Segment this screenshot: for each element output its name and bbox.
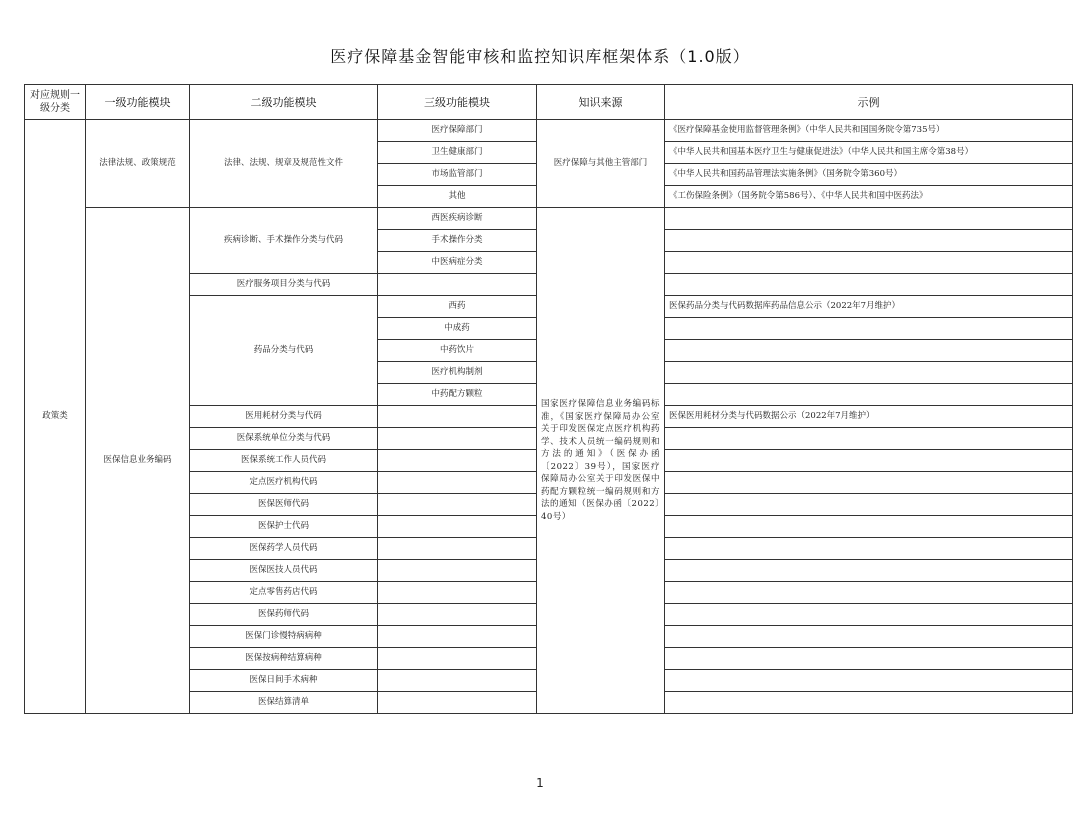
- level1-cell: 法律法规、政策规范: [86, 120, 190, 208]
- header-category: 对应规则一级分类: [25, 85, 86, 120]
- header-level3: 三级功能模块: [378, 85, 537, 120]
- category-cell: 政策类: [25, 120, 86, 714]
- level2-cell: 医保护士代码: [190, 516, 378, 538]
- level1-cell: 医保信息业务编码: [86, 208, 190, 714]
- level3-cell: [378, 494, 537, 516]
- level3-cell: [378, 516, 537, 538]
- example-cell: [665, 340, 1073, 362]
- example-cell: [665, 648, 1073, 670]
- page-number: 1: [536, 776, 544, 790]
- level3-cell: [378, 604, 537, 626]
- example-cell: [665, 384, 1073, 406]
- source-cell: 国家医疗保障信息业务编码标准，《国家医疗保障局办公室关于印发医保定点医疗机构药学、技术人员统一编码规则和方法的通知》（医保办函〔2022〕39号），国家医疗保障局办公室关于印发医保中药配方颗粒统一编码规则和方法的通知（医保办函〔2022〕40号）: [537, 208, 665, 714]
- example-cell: [665, 560, 1073, 582]
- level3-cell: [378, 538, 537, 560]
- level3-cell: 卫生健康部门: [378, 142, 537, 164]
- level3-cell: [378, 560, 537, 582]
- level3-cell: [378, 670, 537, 692]
- level3-cell: [378, 626, 537, 648]
- example-cell: [665, 274, 1073, 296]
- level2-cell: 医用耗材分类与代码: [190, 406, 378, 428]
- example-cell: [665, 472, 1073, 494]
- table-row: [25, 208, 1073, 230]
- page-title: 医疗保障基金智能审核和监控知识库框架体系（1.0版）: [330, 47, 750, 66]
- level2-cell: 医保日间手术病种: [190, 670, 378, 692]
- example-cell: [665, 582, 1073, 604]
- example-cell: 《中华人民共和国药品管理法实施条例》（国务院令第360号）: [665, 164, 1073, 186]
- level2-cell: 疾病诊断、手术操作分类与代码: [190, 208, 378, 274]
- level2-cell: 医疗服务项目分类与代码: [190, 274, 378, 296]
- example-cell: [665, 626, 1073, 648]
- level3-cell: 医疗保障部门: [378, 120, 537, 142]
- example-cell: [665, 604, 1073, 626]
- table-header-row: [25, 85, 1073, 120]
- level2-cell: 法律、法规、规章及规范性文件: [190, 120, 378, 208]
- level3-cell: [378, 428, 537, 450]
- level3-cell: 西药: [378, 296, 537, 318]
- level3-cell: [378, 406, 537, 428]
- level2-cell: 医保系统单位分类与代码: [190, 428, 378, 450]
- level2-cell: 医保按病种结算病种: [190, 648, 378, 670]
- example-cell: [665, 450, 1073, 472]
- knowledge-base-table: [24, 84, 1073, 714]
- example-cell: [665, 318, 1073, 340]
- level2-cell: 医保系统工作人员代码: [190, 450, 378, 472]
- level2-cell: 药品分类与代码: [190, 296, 378, 406]
- level3-cell: [378, 582, 537, 604]
- level2-cell: 医保医师代码: [190, 494, 378, 516]
- level3-cell: 中医病症分类: [378, 252, 537, 274]
- example-cell: [665, 538, 1073, 560]
- level2-cell: 医保结算清单: [190, 692, 378, 714]
- header-source: 知识来源: [537, 85, 665, 120]
- level3-cell: 市场监管部门: [378, 164, 537, 186]
- example-cell: 《医疗保障基金使用监督管理条例》（中华人民共和国国务院令第735号）: [665, 120, 1073, 142]
- level3-cell: [378, 450, 537, 472]
- example-cell: [665, 516, 1073, 538]
- example-cell: 《中华人民共和国基本医疗卫生与健康促进法》（中华人民共和国主席令第38号）: [665, 142, 1073, 164]
- example-cell: 医保药品分类与代码数据库药品信息公示（2022年7月维护）: [665, 296, 1073, 318]
- level3-cell: 中药饮片: [378, 340, 537, 362]
- level2-cell: 定点医疗机构代码: [190, 472, 378, 494]
- header-example: 示例: [665, 85, 1073, 120]
- level3-cell: [378, 692, 537, 714]
- example-cell: 《工伤保险条例》（国务院令第586号）、《中华人民共和国中医药法》: [665, 186, 1073, 208]
- level2-cell: 医保门诊慢特病病种: [190, 626, 378, 648]
- level3-cell: 手术操作分类: [378, 230, 537, 252]
- level2-cell: 医保药师代码: [190, 604, 378, 626]
- example-cell: [665, 208, 1073, 230]
- level3-cell: 中药配方颗粒: [378, 384, 537, 406]
- level3-cell: 其他: [378, 186, 537, 208]
- example-cell: [665, 692, 1073, 714]
- level3-cell: [378, 648, 537, 670]
- level2-cell: 医保药学人员代码: [190, 538, 378, 560]
- example-cell: [665, 252, 1073, 274]
- source-cell: 医疗保障与其他主管部门: [537, 120, 665, 208]
- table-row: [25, 120, 1073, 142]
- level3-cell: [378, 274, 537, 296]
- example-cell: [665, 428, 1073, 450]
- level3-cell: 中成药: [378, 318, 537, 340]
- level2-cell: 医保医技人员代码: [190, 560, 378, 582]
- header-level2: 二级功能模块: [190, 85, 378, 120]
- example-cell: [665, 670, 1073, 692]
- header-level1: 一级功能模块: [86, 85, 190, 120]
- example-cell: [665, 230, 1073, 252]
- level3-cell: [378, 472, 537, 494]
- example-cell: [665, 362, 1073, 384]
- level2-cell: 定点零售药店代码: [190, 582, 378, 604]
- level3-cell: 西医疾病诊断: [378, 208, 537, 230]
- level3-cell: 医疗机构制剂: [378, 362, 537, 384]
- example-cell: 医保医用耗材分类与代码数据公示（2022年7月维护）: [665, 406, 1073, 428]
- example-cell: [665, 494, 1073, 516]
